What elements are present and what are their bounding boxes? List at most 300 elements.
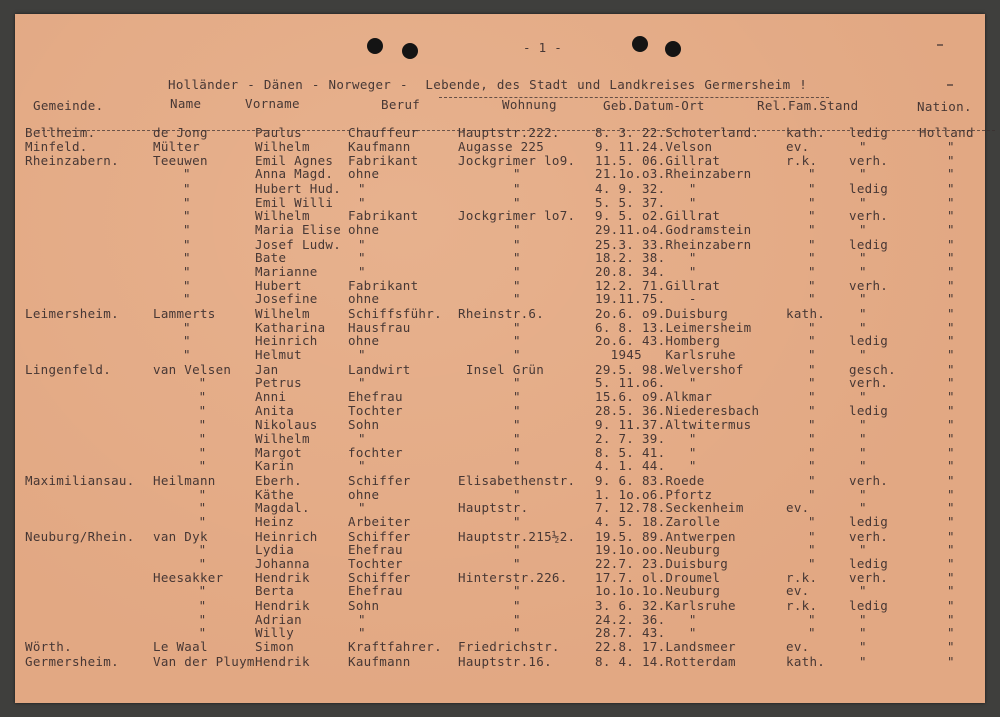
cell-beruf: Kraftfahrer.	[348, 639, 442, 655]
cell-fam: gesch.	[849, 361, 896, 377]
cell-name: "	[183, 320, 191, 335]
cell-wohnung: "	[513, 194, 521, 210]
cell-vorname: Maria Elise	[255, 222, 342, 238]
cell-rel: "	[808, 625, 816, 640]
cell-gemeinde: Leimersheim.	[25, 305, 119, 321]
cell-rel: "	[808, 403, 816, 419]
page-number: - 1 -	[523, 40, 563, 55]
cell-nation: "	[947, 249, 955, 265]
cell-rel: "	[808, 347, 816, 363]
cell-rel: "	[808, 486, 816, 502]
cell-name: "	[183, 194, 191, 210]
cell-nation: "	[947, 389, 955, 405]
cell-gemeinde: Bellheim.	[25, 124, 96, 140]
cell-fam: "	[859, 291, 867, 307]
cell-vorname: Helmut	[255, 347, 302, 363]
cell-beruf: Fabrikant	[348, 153, 419, 169]
cell-nation: "	[947, 445, 955, 461]
cell-geb: 28.5. 36.Niederesbach	[595, 403, 760, 419]
cell-name: "	[183, 430, 207, 446]
cell-beruf: "	[358, 194, 366, 210]
cell-fam: "	[859, 222, 867, 238]
cell-name: "	[183, 499, 207, 515]
cell-wohnung: "	[513, 514, 521, 530]
cell-fam: "	[859, 541, 867, 557]
cell-vorname: Wilhelm	[255, 138, 310, 154]
cell-wohnung: "	[513, 625, 521, 640]
header-vorname: Vorname	[245, 96, 300, 111]
cell-name: "	[183, 249, 191, 265]
cell-name: Heesakker	[153, 570, 224, 586]
cell-beruf: ohne	[348, 291, 380, 307]
cell-geb: 2. 7. 39. "	[595, 430, 697, 446]
cell-wohnung: "	[513, 166, 521, 182]
cell-beruf: Fabrikant	[348, 278, 419, 294]
cell-geb: 11.5. 06.Gillrat	[595, 153, 721, 169]
cell-wohnung: "	[513, 389, 521, 405]
cell-nation: "	[947, 305, 955, 321]
cell-name: "	[183, 597, 207, 613]
cell-wohnung: Jockgrimer lo7.	[458, 208, 576, 223]
cell-wohnung: "	[513, 320, 521, 335]
cell-vorname: Josefine	[255, 291, 318, 307]
cell-wohnung: "	[513, 430, 521, 446]
cell-rel: ev.	[786, 499, 810, 515]
cell-rel: "	[808, 541, 816, 557]
cell-geb: 19.11.75. -	[595, 291, 697, 307]
cell-nation: "	[947, 138, 955, 154]
cell-vorname: Wilhelm	[255, 430, 310, 446]
cell-geb: 5. 11.o6. "	[595, 374, 697, 390]
cell-beruf: fochter	[348, 445, 403, 461]
cell-vorname: Willy	[255, 625, 295, 640]
cell-beruf: "	[358, 347, 366, 363]
cell-vorname: Hubert Hud.	[255, 180, 342, 196]
cell-fam: verh.	[849, 153, 889, 169]
cell-nation: "	[947, 486, 955, 502]
cell-name: van Velsen	[153, 361, 232, 377]
cell-beruf: "	[358, 625, 366, 640]
cell-beruf: Tochter	[348, 403, 403, 419]
cell-name: "	[183, 236, 191, 252]
cell-wohnung: "	[513, 403, 521, 419]
cell-rel: r.k.	[786, 153, 818, 169]
cell-fam: ledig	[849, 180, 889, 196]
punch-hole	[665, 41, 681, 57]
cell-nation: "	[947, 514, 955, 530]
cell-geb: 9. 6. 83.Roede	[595, 472, 705, 488]
cell-fam: verh.	[849, 472, 889, 488]
cell-name: "	[183, 208, 191, 223]
cell-wohnung: Rheinstr.6.	[458, 305, 545, 321]
cell-wohnung: "	[513, 486, 521, 502]
cell-beruf: "	[358, 264, 366, 279]
cell-wohnung: "	[513, 264, 521, 279]
cell-name: "	[183, 416, 207, 432]
cell-fam: ledig	[849, 514, 889, 530]
cell-name: "	[183, 291, 191, 307]
cell-rel: "	[808, 291, 816, 307]
cell-geb: 1. 1o.o6.Pfortz	[595, 486, 713, 502]
cell-beruf: Chauffeur	[348, 124, 419, 140]
cell-name: "	[183, 541, 207, 557]
cell-beruf: Kaufmann	[348, 653, 411, 669]
cell-wohnung: "	[513, 291, 521, 307]
cell-fam: verh.	[849, 528, 889, 544]
cell-name: Le Waal	[153, 639, 208, 655]
cell-geb: 9. 11.37.Altwitermus	[595, 416, 752, 432]
cell-rel: r.k.	[786, 570, 818, 586]
cell-fam: "	[859, 347, 867, 363]
cell-geb: 20.8. 34. "	[595, 264, 697, 279]
cell-rel: "	[808, 514, 816, 530]
cell-nation: "	[947, 222, 955, 238]
header-nation: Nation.	[917, 99, 972, 114]
cell-fam: "	[859, 486, 867, 502]
cell-geb: 2o.6. o9.Duisburg	[595, 305, 729, 321]
cell-name: "	[183, 611, 207, 627]
cell-vorname: Marianne	[255, 264, 318, 279]
cell-name: Mülter	[153, 138, 200, 154]
cell-geb: 2o.6. 43.Homberg	[595, 333, 721, 349]
cell-vorname: Anita	[255, 403, 295, 419]
cell-vorname: Wilhelm	[255, 305, 310, 321]
cell-beruf: ohne	[348, 222, 380, 238]
cell-nation: "	[947, 180, 955, 196]
cell-geb: 4. 5. 18.Zarolle	[595, 514, 721, 530]
cell-fam: "	[859, 583, 867, 599]
cell-gemeinde: Maximiliansau.	[25, 472, 135, 488]
cell-beruf: Ehefrau	[348, 389, 403, 405]
cell-vorname: Berta	[255, 583, 295, 599]
cell-geb: 5. 5. 37. "	[595, 194, 697, 210]
cell-wohnung: "	[513, 249, 521, 265]
cell-gemeinde: Neuburg/Rhein.	[25, 528, 135, 544]
cell-rel: "	[808, 361, 816, 377]
cell-gemeinde: Lingenfeld.	[25, 361, 112, 377]
cell-fam: "	[859, 445, 867, 461]
cell-rel: "	[808, 611, 816, 627]
cell-vorname: Emil Agnes	[255, 153, 334, 169]
cell-rel: ev.	[786, 583, 810, 599]
cell-nation: "	[947, 347, 955, 363]
cell-rel: "	[808, 249, 816, 265]
cell-geb: 29.11.o4.Godramstein	[595, 222, 752, 238]
header-geb-datum-ort: Geb.Datum-Ort	[603, 98, 705, 113]
cell-wohnung: "	[513, 333, 521, 349]
cell-nation: "	[947, 236, 955, 252]
cell-beruf: "	[358, 611, 366, 627]
cell-beruf: "	[358, 499, 366, 515]
cell-fam: "	[859, 639, 867, 655]
cell-nation: "	[947, 625, 955, 640]
cell-vorname: Johanna	[255, 555, 310, 571]
cell-fam: "	[859, 416, 867, 432]
cell-beruf: "	[358, 458, 366, 474]
cell-fam: "	[859, 138, 867, 154]
cell-nation: "	[947, 583, 955, 599]
cell-wohnung: "	[513, 611, 521, 627]
header-religion: Rel.	[757, 98, 789, 113]
cell-fam: verh.	[849, 208, 889, 223]
cell-fam: "	[859, 166, 867, 182]
cell-nation: "	[947, 374, 955, 390]
cell-geb: 6. 8. 13.Leimersheim	[595, 320, 752, 335]
cell-fam: "	[859, 194, 867, 210]
cell-name: Lammerts	[153, 305, 216, 321]
cell-geb: 25.3. 33.Rheinzabern	[595, 236, 752, 252]
cell-fam: ledig	[849, 333, 889, 349]
cell-name: "	[183, 222, 191, 238]
cell-nation: "	[947, 555, 955, 571]
cell-wohnung: Hauptstr.16.	[458, 653, 552, 669]
cell-geb: 8. 4. 14.Rotterdam	[595, 653, 736, 669]
cell-fam: verh.	[849, 374, 889, 390]
cell-fam: "	[859, 305, 867, 321]
cell-rel: "	[808, 320, 816, 335]
cell-name: "	[183, 166, 191, 182]
cell-name: "	[183, 264, 191, 279]
cell-vorname: Lydia	[255, 541, 295, 557]
cell-vorname: Simon	[255, 639, 295, 655]
cell-nation: "	[947, 278, 955, 294]
cell-beruf: "	[358, 236, 366, 252]
cell-wohnung: Hinterstr.226.	[458, 570, 568, 586]
cell-vorname: Adrian	[255, 611, 302, 627]
cell-name: de Jong	[153, 124, 208, 140]
cell-geb: 19.1o.oo.Neuburg	[595, 541, 721, 557]
cell-rel: "	[808, 374, 816, 390]
cell-fam: "	[859, 653, 867, 669]
margin-mark	[937, 44, 943, 46]
cell-beruf: ohne	[348, 486, 380, 502]
cell-wohnung: "	[513, 597, 521, 613]
cell-nation: "	[947, 597, 955, 613]
cell-beruf: "	[358, 430, 366, 446]
cell-gemeinde: Minfeld.	[25, 138, 88, 154]
punch-hole	[402, 43, 418, 59]
cell-geb: 8. 5. 41. "	[595, 445, 697, 461]
cell-wohnung: "	[513, 278, 521, 294]
document-title: Holländer - Dänen - Norweger - Lebende, des Stadt und Landkreises Germersheim !	[168, 77, 808, 92]
cell-rel: "	[808, 166, 816, 182]
cell-wohnung: "	[513, 347, 521, 363]
cell-fam: "	[859, 320, 867, 335]
cell-nation: "	[947, 430, 955, 446]
cell-geb: 3. 6. 32.Karlsruhe	[595, 597, 736, 613]
cell-nation: "	[947, 153, 955, 169]
cell-beruf: "	[358, 374, 366, 390]
cell-geb: 4. 1. 44. "	[595, 458, 697, 474]
cell-fam: verh.	[849, 278, 889, 294]
cell-vorname: Josef Ludw.	[255, 236, 342, 252]
cell-geb: 7. 12.78.Seckenheim	[595, 499, 744, 515]
cell-nation: "	[947, 361, 955, 377]
cell-beruf: Ehefrau	[348, 583, 403, 599]
cell-beruf: Landwirt	[348, 361, 411, 377]
cell-rel: ev.	[786, 639, 810, 655]
cell-name: "	[183, 374, 207, 390]
cell-fam: ledig	[849, 555, 889, 571]
cell-rel: "	[808, 472, 816, 488]
cell-nation: "	[947, 333, 955, 349]
cell-fam: verh.	[849, 570, 889, 586]
cell-fam: "	[859, 625, 867, 640]
cell-fam: "	[859, 264, 867, 279]
cell-vorname: Bate	[255, 249, 287, 265]
cell-fam: "	[859, 611, 867, 627]
cell-geb: 22.7. 23.Duisburg	[595, 555, 729, 571]
cell-nation: "	[947, 499, 955, 515]
cell-wohnung: "	[513, 236, 521, 252]
cell-rel: "	[808, 194, 816, 210]
cell-geb: 24.2. 36. "	[595, 611, 697, 627]
cell-beruf: Schiffer	[348, 528, 411, 544]
cell-nation: "	[947, 653, 955, 669]
document-sheet	[15, 14, 985, 703]
cell-rel: "	[808, 333, 816, 349]
cell-vorname: Hendrik	[255, 570, 310, 586]
cell-nation: "	[947, 611, 955, 627]
cell-rel: kath.	[786, 124, 826, 140]
cell-name: "	[183, 403, 207, 419]
punch-hole	[367, 38, 383, 54]
cell-wohnung: Jockgrimer lo9.	[458, 153, 576, 169]
cell-geb: 29.5. 98.Welvershof	[595, 361, 744, 377]
cell-rel: "	[808, 264, 816, 279]
cell-beruf: Sohn	[348, 416, 380, 432]
cell-nation: Holland	[919, 124, 974, 140]
cell-vorname: Käthe	[255, 486, 295, 502]
cell-nation: "	[947, 291, 955, 307]
cell-vorname: Eberh.	[255, 472, 302, 488]
cell-name: "	[183, 389, 207, 405]
cell-name: "	[183, 347, 191, 363]
cell-rel: "	[808, 236, 816, 252]
cell-fam: "	[859, 249, 867, 265]
cell-name: "	[183, 514, 207, 530]
cell-wohnung: "	[513, 180, 521, 196]
cell-nation: "	[947, 528, 955, 544]
cell-wohnung: "	[513, 555, 521, 571]
cell-vorname: Petrus	[255, 374, 302, 390]
cell-nation: "	[947, 458, 955, 474]
cell-geb: 8. 3. 22.Schoterland.	[595, 124, 760, 140]
cell-beruf: Sohn	[348, 597, 380, 613]
cell-geb: 9. 5. o2.Gillrat	[595, 208, 721, 223]
cell-geb: 18.2. 38. "	[595, 249, 697, 265]
cell-name: "	[183, 445, 207, 461]
cell-vorname: Heinz	[255, 514, 295, 530]
cell-name: "	[183, 333, 191, 349]
cell-vorname: Magdal.	[255, 499, 310, 515]
cell-nation: "	[947, 403, 955, 419]
cell-wohnung: Insel Grün	[458, 361, 545, 377]
cell-wohnung: "	[513, 416, 521, 432]
cell-beruf: Fabrikant	[348, 208, 419, 223]
cell-name: van Dyk	[153, 528, 208, 544]
cell-vorname: Heinrich	[255, 333, 318, 349]
cell-vorname: Anni	[255, 389, 287, 405]
cell-name: "	[183, 458, 207, 474]
cell-rel: r.k.	[786, 597, 818, 613]
cell-vorname: Karin	[255, 458, 295, 474]
cell-geb: 17.7. ol.Droumel	[595, 570, 721, 586]
cell-vorname: Jan	[255, 361, 279, 377]
cell-rel: kath.	[786, 305, 826, 321]
cell-name: Van der Pluym	[153, 653, 255, 669]
cell-geb: 19.5. 89.Antwerpen	[595, 528, 736, 544]
cell-vorname: Hendrik	[255, 653, 310, 669]
cell-vorname: Paulus	[255, 124, 302, 140]
cell-geb: 15.6. o9.Alkmar	[595, 389, 713, 405]
cell-vorname: Margot	[255, 445, 302, 461]
cell-geb: 22.8. 17.Landsmeer	[595, 639, 736, 655]
cell-fam: "	[859, 499, 867, 515]
cell-nation: "	[947, 208, 955, 223]
cell-wohnung: Hauptstr.	[458, 499, 529, 515]
cell-geb: 9. 11.24.Velson	[595, 138, 713, 154]
cell-gemeinde: Germersheim.	[25, 653, 119, 669]
cell-beruf: Kaufmann	[348, 138, 411, 154]
cell-vorname: Hendrik	[255, 597, 310, 613]
cell-vorname: Anna Magd.	[255, 166, 334, 182]
cell-beruf: Ehefrau	[348, 541, 403, 557]
cell-fam: ledig	[849, 236, 889, 252]
header-gemeinde: Gemeinde.	[33, 98, 104, 113]
cell-nation: "	[947, 472, 955, 488]
header-name: Name	[170, 96, 202, 111]
cell-beruf: Arbeiter	[348, 514, 411, 530]
cell-rel: "	[808, 528, 816, 544]
cell-wohnung: "	[513, 222, 521, 238]
cell-rel: "	[808, 278, 816, 294]
cell-beruf: "	[358, 249, 366, 265]
cell-name: "	[183, 555, 207, 571]
cell-wohnung: Augasse 225	[458, 138, 545, 154]
cell-beruf: Schiffer	[348, 570, 411, 586]
cell-geb: 1o.1o.1o.Neuburg	[595, 583, 721, 599]
cell-wohnung: Hauptstr.215½2.	[458, 528, 576, 544]
cell-rel: "	[808, 180, 816, 196]
cell-fam: "	[859, 430, 867, 446]
header-wohnung: Wohnung	[502, 97, 557, 112]
cell-geb: 12.2. 71.Gillrat	[595, 278, 721, 294]
margin-mark	[947, 84, 953, 86]
cell-nation: "	[947, 320, 955, 335]
cell-vorname: Katharina	[255, 320, 326, 335]
cell-name: "	[183, 180, 191, 196]
cell-wohnung: "	[513, 583, 521, 599]
header-fam-stand: Fam.Stand	[788, 98, 859, 113]
cell-geb: 28.7. 43. "	[595, 625, 697, 640]
cell-name: Heilmann	[153, 472, 216, 488]
cell-rel: "	[808, 555, 816, 571]
cell-geb: 1945 Karlsruhe	[595, 347, 736, 363]
cell-gemeinde: Rheinzabern.	[25, 153, 119, 169]
cell-wohnung: Elisabethenstr.	[458, 472, 576, 488]
cell-geb: 21.1o.o3.Rheinzabern	[595, 166, 752, 182]
cell-beruf: Tochter	[348, 555, 403, 571]
cell-beruf: "	[358, 180, 366, 196]
cell-name: Teeuwen	[153, 153, 208, 169]
cell-wohnung: "	[513, 541, 521, 557]
cell-nation: "	[947, 416, 955, 432]
cell-nation: "	[947, 570, 955, 586]
cell-wohnung: Hauptstr.222.	[458, 124, 560, 140]
cell-gemeinde: Wörth.	[25, 639, 72, 655]
cell-name: "	[183, 583, 207, 599]
